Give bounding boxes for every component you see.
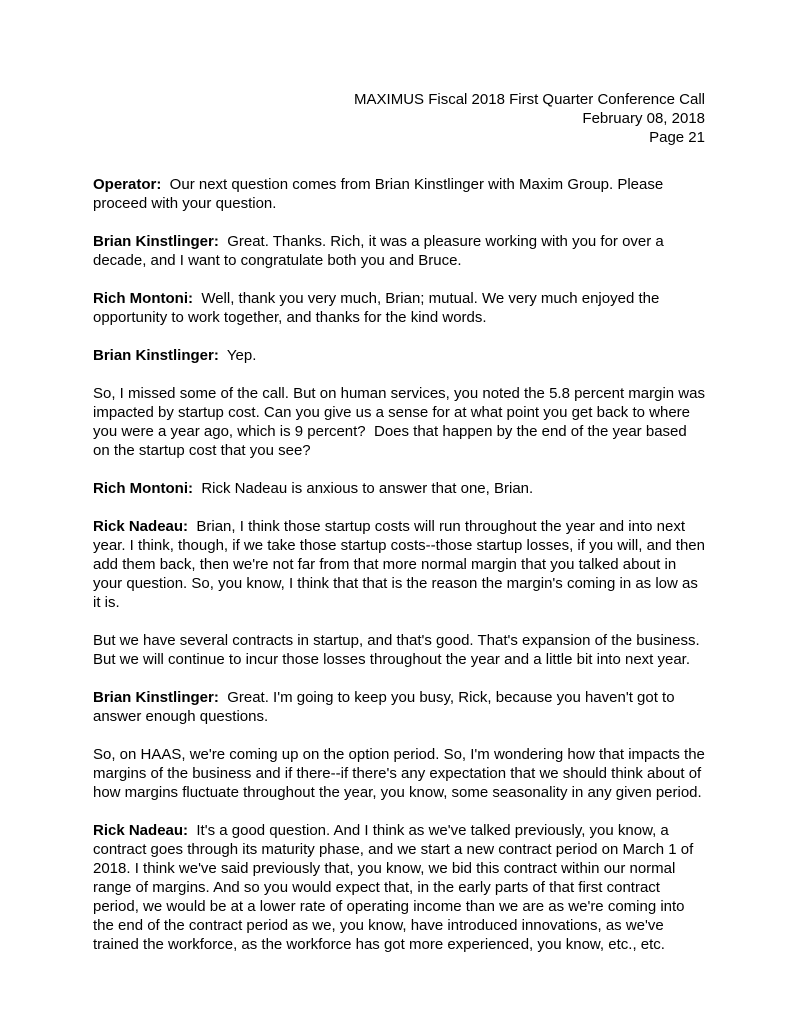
transcript-paragraph (93, 384, 710, 460)
transcript-body (93, 175, 710, 954)
paragraph-text: Our next question comes from Brian Kinstlinger with Maxim Group. Please proceed with your question. (93, 176, 668, 212)
transcript-paragraph (93, 631, 705, 669)
transcript-paragraph (93, 745, 710, 802)
transcript-paragraph (93, 346, 705, 365)
paragraph-text: But we have several contracts in startup, and that's good. That's expansion of the business. But we will continue to incur those losses throughout the year and a little bit into next year. (93, 632, 704, 668)
transcript-paragraph (93, 479, 705, 498)
header-page-number: Page 21 (649, 129, 705, 146)
document-header (93, 90, 705, 147)
transcript-paragraph (93, 821, 705, 954)
speaker-name: Operator: (93, 176, 162, 193)
paragraph-text: Yep. (218, 347, 257, 364)
speaker-name: Brian Kinstlinger: (93, 233, 219, 250)
transcript-paragraph (93, 175, 705, 213)
speaker-name: Brian Kinstlinger: (93, 689, 219, 706)
paragraph-text: Brian, I think those startup costs will run throughout the year and into next year. I think, though, if we take those startup costs--those startup losses, if you will, and then add them back, then we're not far from that more normal margin that you talked about in your question. So, you know, I think that that is the reason the margin's coming in as low as it is. (93, 518, 710, 611)
header-date: February 08, 2018 (582, 110, 705, 127)
speaker-name: Rick Nadeau: (93, 822, 189, 839)
header-title: MAXIMUS Fiscal 2018 First Quarter Conference Call (354, 91, 705, 108)
paragraph-text: Great. Thanks. Rich, it was a pleasure working with you for over a decade, and I want to congratulate both you and Bruce. (93, 233, 668, 269)
transcript-paragraph (93, 688, 705, 726)
paragraph-text: So, on HAAS, we're coming up on the option period. So, I'm wondering how that impacts the margins of the business and if there--if there's any expectation that we should think about of how margins fluctuate throughout the year, you know, some seasonality in any given period. (93, 746, 710, 801)
transcript-paragraph (93, 232, 705, 270)
speaker-name: Rick Nadeau: (93, 518, 189, 535)
paragraph-text: So, I missed some of the call. But on human services, you noted the 5.8 percent margin was impacted by startup cost. Can you give us a sense for at what point you get back to where you were a year ago, which is 9 percent? Does that happen by the end of the year based on the startup cost that you see? (93, 385, 710, 459)
speaker-name: Rich Montoni: (93, 480, 193, 497)
paragraph-text: Well, thank you very much, Brian; mutual. We very much enjoyed the opportunity to work together, and thanks for the kind words. (93, 290, 664, 326)
speaker-name: Rich Montoni: (93, 290, 193, 307)
paragraph-text: Great. I'm going to keep you busy, Rick, because you haven't got to answer enough questions. (93, 689, 679, 725)
paragraph-text: It's a good question. And I think as we've talked previously, you know, a contract goes through its maturity phase, and we start a new contract period on March 1 of 2018. I think we've said previously that, you know, we bid this contract within our normal range of margins. And so you would expect that, in the early parts of that first contract period, we would be at a lower rate of operating income than we are as we're coming into the end of the contract period as we, you know, have introduced innovations, as we've trained the workforce, as the workforce has got more experienced, you know, etc., etc. (93, 822, 698, 953)
speaker-name: Brian Kinstlinger: (93, 347, 219, 364)
transcript-paragraph (93, 289, 705, 327)
transcript-paragraph (93, 517, 710, 612)
paragraph-text: Rick Nadeau is anxious to answer that one, Brian. (192, 480, 534, 497)
